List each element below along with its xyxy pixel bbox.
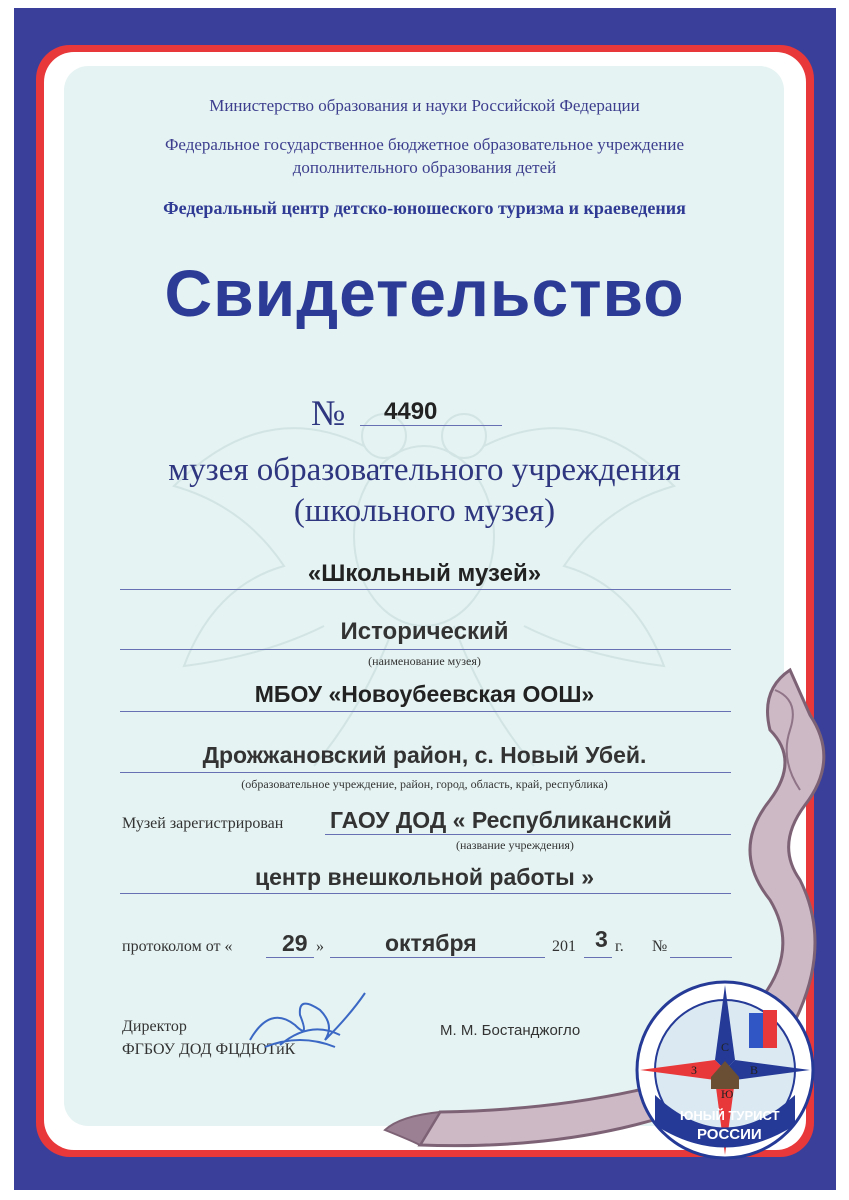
- emblem-text-line-1: ЮНЫЙ ТУРИСТ: [680, 1108, 780, 1123]
- certificate-title: Свидетельство: [164, 256, 685, 330]
- emblem-letter-w: З: [691, 1063, 698, 1077]
- museum-name-caption: (наименование музея): [368, 654, 481, 668]
- registration-org-line-1: ГАОУ ДОД « Республиканский: [330, 807, 672, 833]
- protocol-year-prefix: 201: [552, 938, 576, 955]
- museum-name: «Школьный музей»: [307, 560, 542, 587]
- number-sign: №: [311, 393, 346, 433]
- protocol-number-sign: №: [652, 938, 668, 955]
- emblem-text-line-2: РОССИИ: [697, 1126, 762, 1143]
- protocol-year-digit: 3: [595, 926, 608, 952]
- museum-profile: Исторический: [340, 618, 509, 645]
- director-org: ФГБОУ ДОД ФЦДЮТиК: [122, 1041, 296, 1058]
- protocol-day: 29: [282, 930, 308, 956]
- registration-org-caption: (название учреждения): [456, 838, 574, 852]
- certificate-number: 4490: [384, 398, 438, 425]
- emblem-letter-n: С: [721, 1040, 730, 1054]
- protocol-year-suffix: г.: [615, 938, 624, 955]
- location-caption: (образовательное учреждение, район, город, область, край, республика): [241, 777, 608, 791]
- subtitle-line-2: (школьного музея): [293, 493, 556, 529]
- school-location: Дрожжановский район, с. Новый Убей.: [202, 742, 647, 768]
- institution-line-1: Федеральное государственное бюджетное образовательное учреждение: [164, 135, 685, 154]
- registration-label: Музей зарегистрирован: [122, 815, 284, 832]
- ministry-name: Министерство образования и науки Российской Федерации: [209, 96, 640, 115]
- emblem-letter-s: Ю: [721, 1087, 734, 1101]
- emblem-letter-e: В: [750, 1063, 759, 1077]
- institution-line-2: дополнительного образования детей: [292, 158, 557, 177]
- director-name: М. М. Бостанджогло: [440, 1022, 581, 1039]
- protocol-prefix: протоколом от «: [122, 938, 233, 955]
- protocol-day-close: »: [316, 938, 324, 955]
- director-role: Директор: [122, 1018, 187, 1035]
- center-name: Федеральный центр детско-юношеского туризма и краеведения: [163, 198, 686, 218]
- protocol-month: октября: [385, 930, 477, 956]
- registration-org-line-2: центр внешкольной работы »: [254, 864, 595, 890]
- school-name: МБОУ «Новоубеевская ООШ»: [254, 681, 595, 707]
- subtitle-line-1: музея образовательного учреждения: [168, 452, 681, 488]
